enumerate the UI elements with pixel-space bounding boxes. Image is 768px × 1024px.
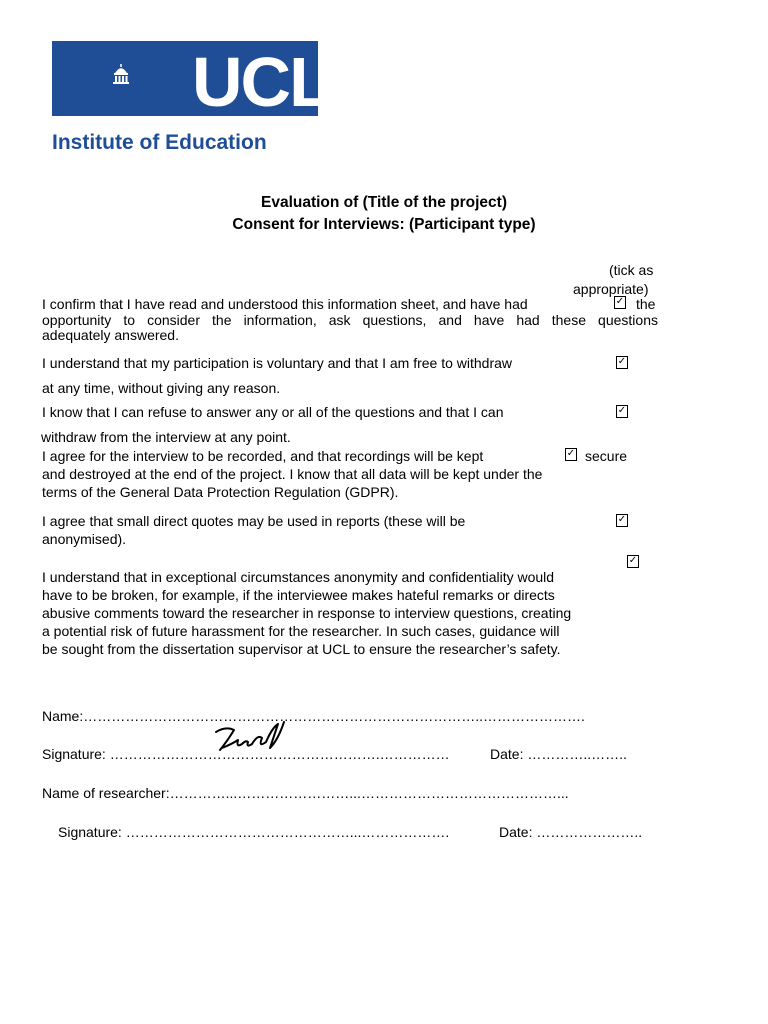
participant-signature-field[interactable]: Signature: ………………………………………………….…………… — [42, 746, 450, 762]
consent-checkbox-2[interactable]: ✓ — [617, 356, 627, 367]
statement-2-line1: I understand that my participation is voluntary and that I am free to withdraw — [42, 355, 513, 371]
participant-name-field[interactable]: Name:…………………………………………………………………………..…………………. — [42, 708, 585, 724]
consent-checkbox-3[interactable]: ✓ — [617, 405, 627, 416]
participant-date-field[interactable]: Date: …………..…….. — [490, 746, 627, 762]
statement-1-line2: opportunity to consider the information, ask questions, and have had these questions — [42, 312, 658, 328]
statement-2-line2: at any time, without giving any reason. — [42, 380, 281, 396]
page-title: Evaluation of (Title of the project) — [260, 194, 507, 211]
statement-1-line3: adequately answered. — [42, 327, 179, 343]
statement-1-line1-end: the — [636, 296, 656, 312]
researcher-name-field[interactable]: Name of researcher:…………...……………………...……………………………………... — [42, 785, 569, 801]
handwritten-signature — [212, 718, 288, 758]
consent-checkbox-1[interactable]: ✓ — [615, 296, 625, 307]
statement-6-line4: a potential risk of future harassment for the researcher. In such cases, guidance will — [42, 623, 560, 639]
statement-4-line2: and destroyed at the end of the project. I know that all data will be kept under the — [42, 466, 543, 482]
ucl-logo — [52, 41, 330, 121]
consent-checkbox-5[interactable]: ✓ — [617, 514, 627, 525]
statement-3-line2: withdraw from the interview at any point. — [41, 429, 291, 445]
statement-6-line1: I understand that in exceptional circumstances anonymity and confidentiality would — [42, 569, 555, 585]
statement-4-line1-end: secure — [585, 448, 628, 464]
statement-4-line3: terms of the General Data Protection Regulation (GDPR). — [42, 484, 399, 500]
institute-name: Institute of Education — [52, 131, 267, 154]
tick-note-line2: appropriate) — [573, 281, 649, 297]
statement-6-line5: be sought from the dissertation supervisor at UCL to ensure the researcher’s safety. — [42, 641, 561, 657]
consent-checkbox-4[interactable]: ✓ — [566, 448, 576, 459]
statement-3-line1: I know that I can refuse to answer any or all of the questions and that I can — [42, 404, 504, 420]
portico-dome-icon — [112, 63, 130, 85]
page-subtitle: Consent for Interviews: (Participant type) — [232, 216, 536, 233]
tick-note-line1: (tick as — [609, 262, 654, 278]
statement-5-line2: anonymised). — [42, 531, 127, 547]
statement-5-line1: I agree that small direct quotes may be used in reports (these will be — [42, 513, 466, 529]
statement-1-line1-start: I confirm that I have read and understood this information sheet, and have had — [42, 296, 528, 312]
logo-wordmark: UCL — [192, 43, 330, 121]
researcher-date-field[interactable]: Date: ………………….. — [499, 824, 643, 840]
statement-6-line3: abusive comments toward the researcher in response to interview questions, creating — [42, 605, 572, 621]
consent-checkbox-6[interactable]: ✓ — [628, 555, 638, 566]
statement-6-line2: have to be broken, for example, if the interviewee makes hateful remarks or directs — [42, 587, 555, 603]
researcher-signature-field[interactable]: Signature: …………………………………………...………………. — [58, 824, 450, 840]
statement-4-line1-start: I agree for the interview to be recorded, and that recordings will be kept — [42, 448, 484, 464]
